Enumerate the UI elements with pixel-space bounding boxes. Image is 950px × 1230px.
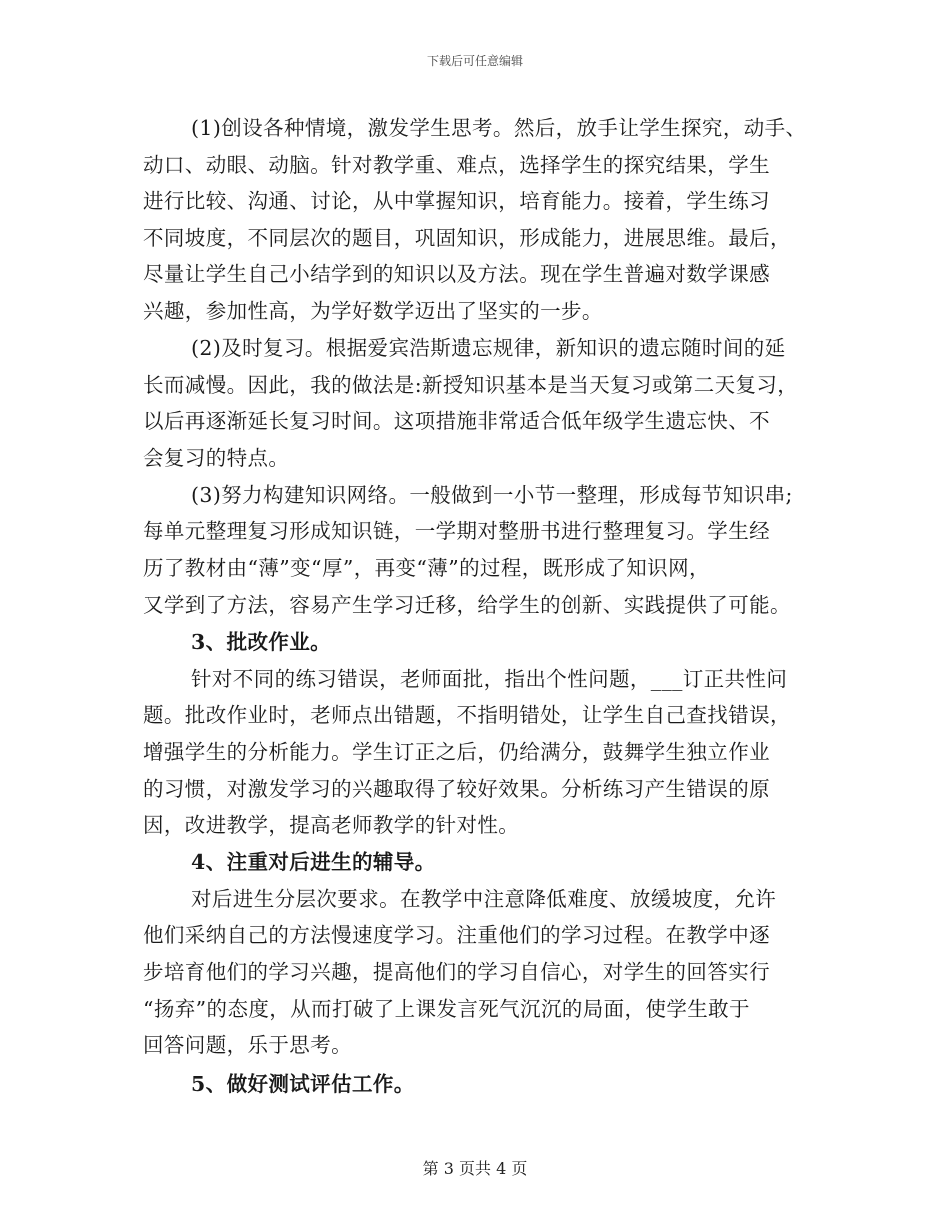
paragraph-line: 动口、动眼、动脑。针对教学重、难点，选择学生的探究结果，学生	[143, 153, 770, 177]
paragraph-line: 兴趣，参加性高，为学好数学迈出了坚实的一步。	[143, 299, 603, 323]
paragraph-line: 他们采纳自己的方法慢速度学习。注重他们的学习过程。在教学中逐	[143, 923, 770, 947]
paragraph-line: 因，改进教学，提高老师教学的针对性。	[143, 813, 520, 837]
paragraph-line: 历了教材由“薄”变“厚”，再变“薄”的过程，既形成了知识网，	[143, 556, 710, 580]
paragraph-line: 回答问题，乐于思考。	[143, 1033, 352, 1057]
paragraph-line: 会复习的特点。	[143, 446, 290, 470]
page-number-footer: 第 3 页共 4 页	[422, 1159, 528, 1178]
paragraph-line: 题。批改作业时，老师点出错题，不指明错处，让学生自己查找错误，	[143, 703, 791, 727]
paragraph-line: 又学到了方法，容易产生学习迁移，给学生的创新、实践提供了可能。	[143, 593, 791, 617]
paragraph-line: 每单元整理复习形成知识链，一学期对整册书进行整理复习。学生经	[143, 519, 770, 543]
paragraph-line: (3)努力构建知识网络。一般做到一小节一整理，形成每节知识串;	[191, 483, 793, 507]
paragraph-line: 长而减慢。因此，我的做法是:新授知识基本是当天复习或第二天复习，	[143, 373, 799, 397]
paragraph-line: 步培育他们的学习兴趣，提高他们的学习自信心，对学生的回答实行	[143, 960, 770, 984]
paragraph-line: 对后进生分层次要求。在教学中注意降低难度、放缓坡度，允许	[191, 887, 777, 911]
paragraph-line: 不同坡度，不同层次的题目，巩固知识，形成能力，进展思维。最后，	[143, 226, 791, 250]
paragraph-line: 的习惯，对激发学习的兴趣取得了较好效果。分析练习产生错误的原	[143, 777, 770, 801]
paragraph-line: 针对不同的练习错误，老师面批，指出个性问题，___订正共性问	[191, 667, 788, 691]
section-heading: 3、批改作业。	[191, 630, 332, 654]
paragraph-line: 尽量让学生自己小结学到的知识以及方法。现在学生普遍对数学课感	[143, 262, 770, 286]
paragraph-line: (1)创设各种情境，激发学生思考。然后，放手让学生探究，动手、	[191, 116, 807, 140]
section-heading: 5、做好测试评估工作。	[191, 1072, 415, 1096]
page-header-note: 下载后可任意编辑	[426, 54, 523, 68]
paragraph-line: “扬弃”的态度，从而打破了上课发言死气沉沉的局面，使学生敢于	[143, 997, 750, 1021]
paragraph-line: (2)及时复习。根据爱宾浩斯遗忘规律，新知识的遗忘随时间的延	[191, 336, 786, 360]
paragraph-line: 以后再逐渐延长复习时间。这项措施非常适合低年级学生遗忘快、不	[143, 409, 770, 433]
paragraph-line: 进行比较、沟通、讨论，从中掌握知识，培育能力。接着，学生练习	[143, 189, 770, 213]
section-heading: 4、注重对后进生的辅导。	[191, 850, 436, 874]
paragraph-line: 增强学生的分析能力。学生订正之后，仍给满分，鼓舞学生独立作业	[143, 740, 770, 764]
